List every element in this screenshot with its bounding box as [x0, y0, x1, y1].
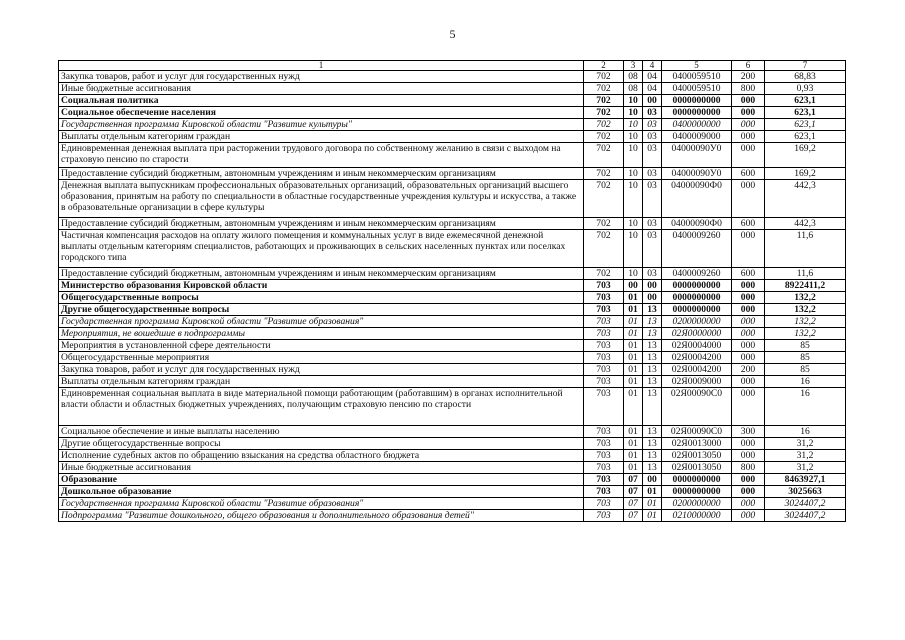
expense-type-cell: 300 [732, 426, 765, 438]
amount-cell: 442,3 [765, 218, 846, 230]
table-row [59, 292, 846, 304]
table-row [59, 438, 846, 450]
ministry-code-cell: 703 [584, 462, 624, 474]
item-name-cell: Выплаты отдельным категориям граждан [59, 131, 584, 143]
amount-cell: 132,2 [765, 292, 846, 304]
expense-type-cell: 000 [732, 230, 765, 268]
section-code-cell: 07 [624, 498, 643, 510]
item-name-cell: Предоставление субсидий бюджетным, автономным учреждениям и иным некоммерческим организациям [59, 168, 584, 180]
table-row [59, 510, 846, 522]
target-article-cell: 0000000000 [662, 292, 732, 304]
table-row [59, 450, 846, 462]
subsection-code-cell: 04 [643, 83, 662, 95]
item-name-cell: Иные бюджетные ассигнования [59, 83, 584, 95]
subsection-code-cell: 01 [643, 486, 662, 498]
subsection-code-cell: 03 [643, 268, 662, 280]
header-cell: 3 [624, 61, 643, 71]
expense-type-cell: 200 [732, 364, 765, 376]
ministry-code-cell: 702 [584, 218, 624, 230]
section-code-cell: 10 [624, 218, 643, 230]
table-row [59, 474, 846, 486]
item-name-cell: Закупка товаров, работ и услуг для государственных нужд [59, 364, 584, 376]
expense-type-cell: 000 [732, 280, 765, 292]
ministry-code-cell: 702 [584, 95, 624, 107]
item-name-cell: Образование [59, 474, 584, 486]
table-row [59, 180, 846, 218]
subsection-code-cell: 03 [643, 218, 662, 230]
subsection-code-cell: 03 [643, 119, 662, 131]
subsection-code-cell: 03 [643, 131, 662, 143]
ministry-code-cell: 703 [584, 426, 624, 438]
amount-cell: 8922411,2 [765, 280, 846, 292]
subsection-code-cell: 00 [643, 474, 662, 486]
ministry-code-cell: 703 [584, 474, 624, 486]
section-code-cell: 08 [624, 83, 643, 95]
expense-type-cell: 000 [732, 474, 765, 486]
table-row [59, 462, 846, 474]
ministry-code-cell: 703 [584, 292, 624, 304]
ministry-code-cell: 703 [584, 486, 624, 498]
section-code-cell: 01 [624, 426, 643, 438]
expense-type-cell: 000 [732, 486, 765, 498]
amount-cell: 85 [765, 340, 846, 352]
item-name-cell: Социальная политика [59, 95, 584, 107]
subsection-code-cell: 01 [643, 498, 662, 510]
ministry-code-cell: 703 [584, 316, 624, 328]
section-code-cell: 01 [624, 388, 643, 426]
ministry-code-cell: 702 [584, 131, 624, 143]
subsection-code-cell: 00 [643, 95, 662, 107]
amount-cell: 31,2 [765, 462, 846, 474]
item-name-cell: Выплаты отдельным категориям граждан [59, 376, 584, 388]
target-article-cell: 0000000000 [662, 107, 732, 119]
table-row [59, 95, 846, 107]
expense-type-cell: 000 [732, 304, 765, 316]
section-code-cell: 01 [624, 364, 643, 376]
amount-cell: 169,2 [765, 168, 846, 180]
expense-type-cell: 000 [732, 450, 765, 462]
subsection-code-cell: 13 [643, 426, 662, 438]
subsection-code-cell: 00 [643, 292, 662, 304]
ministry-code-cell: 703 [584, 388, 624, 426]
amount-cell: 132,2 [765, 316, 846, 328]
item-name-cell: Другие общегосударственные вопросы [59, 304, 584, 316]
item-name-cell: Мероприятия в установленной сфере деятельности [59, 340, 584, 352]
table-row [59, 168, 846, 180]
expense-type-cell: 000 [732, 328, 765, 340]
table-row [59, 486, 846, 498]
item-name-cell: Государственная программа Кировской области "Развитие образования" [59, 498, 584, 510]
header-cell: 5 [662, 61, 732, 71]
table-row [59, 426, 846, 438]
header-cell: 2 [584, 61, 624, 71]
expense-type-cell: 600 [732, 268, 765, 280]
item-name-cell: Предоставление субсидий бюджетным, автономным учреждениям и иным некоммерческим организациям [59, 218, 584, 230]
expense-type-cell: 000 [732, 388, 765, 426]
table-row [59, 131, 846, 143]
subsection-code-cell: 13 [643, 304, 662, 316]
ministry-code-cell: 702 [584, 107, 624, 119]
item-name-cell: Исполнение судебных актов по обращению взыскания на средства областного бюджета [59, 450, 584, 462]
section-code-cell: 01 [624, 292, 643, 304]
subsection-code-cell: 03 [643, 168, 662, 180]
ministry-code-cell: 703 [584, 328, 624, 340]
item-name-cell: Иные бюджетные ассигнования [59, 462, 584, 474]
subsection-code-cell: 03 [643, 107, 662, 119]
subsection-code-cell: 00 [643, 280, 662, 292]
header-cell: 1 [59, 61, 584, 71]
amount-cell: 16 [765, 388, 846, 426]
section-code-cell: 01 [624, 328, 643, 340]
table-row [59, 107, 846, 119]
section-code-cell: 00 [624, 280, 643, 292]
subsection-code-cell: 03 [643, 180, 662, 218]
expense-type-cell: 000 [732, 316, 765, 328]
target-article-cell: 0000000000 [662, 474, 732, 486]
item-name-cell: Общегосударственные мероприятия [59, 352, 584, 364]
ministry-code-cell: 702 [584, 230, 624, 268]
amount-cell: 623,1 [765, 95, 846, 107]
item-name-cell: Министерство образования Кировской области [59, 280, 584, 292]
section-code-cell: 08 [624, 71, 643, 83]
target-article-cell: 02Я0000000 [662, 328, 732, 340]
amount-cell: 8463927,1 [765, 474, 846, 486]
amount-cell: 85 [765, 364, 846, 376]
section-code-cell: 01 [624, 316, 643, 328]
item-name-cell: Предоставление субсидий бюджетным, автономным учреждениям и иным некоммерческим организациям [59, 268, 584, 280]
amount-cell: 442,3 [765, 180, 846, 218]
table-header-row [59, 61, 846, 71]
section-code-cell: 01 [624, 304, 643, 316]
amount-cell: 623,1 [765, 119, 846, 131]
target-article-cell: 04000090Ф0 [662, 180, 732, 218]
subsection-code-cell: 03 [643, 230, 662, 268]
item-name-cell: Подпрограмма "Развитие дошкольного, общего образования и дополнительного образования детей" [59, 510, 584, 522]
amount-cell: 623,1 [765, 107, 846, 119]
section-code-cell: 07 [624, 474, 643, 486]
section-code-cell: 01 [624, 462, 643, 474]
target-article-cell: 02Я0004000 [662, 340, 732, 352]
ministry-code-cell: 702 [584, 71, 624, 83]
table-row [59, 498, 846, 510]
target-article-cell: 0200000000 [662, 316, 732, 328]
table-row [59, 71, 846, 83]
section-code-cell: 01 [624, 438, 643, 450]
item-name-cell: Общегосударственные вопросы [59, 292, 584, 304]
ministry-code-cell: 702 [584, 168, 624, 180]
budget-table [58, 60, 846, 522]
amount-cell: 11,6 [765, 268, 846, 280]
section-code-cell: 10 [624, 131, 643, 143]
ministry-code-cell: 702 [584, 143, 624, 168]
target-article-cell: 02Я00090С0 [662, 388, 732, 426]
amount-cell: 132,2 [765, 328, 846, 340]
target-article-cell: 02Я00090С0 [662, 426, 732, 438]
table-row [59, 376, 846, 388]
expense-type-cell: 800 [732, 462, 765, 474]
item-name-cell: Государственная программа Кировской области "Развитие культуры" [59, 119, 584, 131]
target-article-cell: 0400059510 [662, 71, 732, 83]
subsection-code-cell: 13 [643, 376, 662, 388]
expense-type-cell: 000 [732, 292, 765, 304]
expense-type-cell: 000 [732, 510, 765, 522]
item-name-cell: Социальное обеспечение и иные выплаты населению [59, 426, 584, 438]
expense-type-cell: 000 [732, 107, 765, 119]
section-code-cell: 10 [624, 180, 643, 218]
section-code-cell: 10 [624, 268, 643, 280]
section-code-cell: 01 [624, 450, 643, 462]
target-article-cell: 0400059510 [662, 83, 732, 95]
ministry-code-cell: 703 [584, 438, 624, 450]
amount-cell: 68,83 [765, 71, 846, 83]
header-cell: 4 [643, 61, 662, 71]
ministry-code-cell: 703 [584, 280, 624, 292]
item-name-cell: Единовременная денежная выплата при расторжении трудового договора по собственному желанию в связи с выходом на страховую пенсию по старости [59, 143, 584, 168]
table-row [59, 280, 846, 292]
section-code-cell: 07 [624, 486, 643, 498]
amount-cell: 623,1 [765, 131, 846, 143]
ministry-code-cell: 702 [584, 83, 624, 95]
subsection-code-cell: 03 [643, 143, 662, 168]
expense-type-cell: 000 [732, 131, 765, 143]
table-row [59, 388, 846, 426]
table-row [59, 352, 846, 364]
ministry-code-cell: 703 [584, 352, 624, 364]
header-cell: 7 [765, 61, 846, 71]
amount-cell: 3024407,2 [765, 510, 846, 522]
amount-cell: 132,2 [765, 304, 846, 316]
item-name-cell: Другие общегосударственные вопросы [59, 438, 584, 450]
table-row [59, 143, 846, 168]
expense-type-cell: 000 [732, 180, 765, 218]
target-article-cell: 02Я0013000 [662, 438, 732, 450]
subsection-code-cell: 13 [643, 462, 662, 474]
target-article-cell: 04000090Ф0 [662, 218, 732, 230]
ministry-code-cell: 702 [584, 180, 624, 218]
target-article-cell: 0200000000 [662, 498, 732, 510]
subsection-code-cell: 13 [643, 364, 662, 376]
amount-cell: 31,2 [765, 450, 846, 462]
section-code-cell: 01 [624, 352, 643, 364]
subsection-code-cell: 13 [643, 352, 662, 364]
item-name-cell: Государственная программа Кировской области "Развитие образования" [59, 316, 584, 328]
target-article-cell: 04000090У0 [662, 168, 732, 180]
expense-type-cell: 000 [732, 143, 765, 168]
expense-type-cell: 600 [732, 218, 765, 230]
item-name-cell: Дошкольное образование [59, 486, 584, 498]
item-name-cell: Социальное обеспечение населения [59, 107, 584, 119]
target-article-cell: 0000000000 [662, 280, 732, 292]
ministry-code-cell: 703 [584, 498, 624, 510]
section-code-cell: 10 [624, 95, 643, 107]
target-article-cell: 0400009000 [662, 131, 732, 143]
ministry-code-cell: 703 [584, 510, 624, 522]
target-article-cell: 0210000000 [662, 510, 732, 522]
expense-type-cell: 000 [732, 340, 765, 352]
ministry-code-cell: 702 [584, 268, 624, 280]
ministry-code-cell: 703 [584, 364, 624, 376]
target-article-cell: 0000000000 [662, 486, 732, 498]
target-article-cell: 02Я0013050 [662, 462, 732, 474]
target-article-cell: 02Я0004200 [662, 364, 732, 376]
expense-type-cell: 000 [732, 438, 765, 450]
section-code-cell: 07 [624, 510, 643, 522]
ministry-code-cell: 703 [584, 376, 624, 388]
table-row [59, 328, 846, 340]
table-row [59, 230, 846, 268]
ministry-code-cell: 703 [584, 340, 624, 352]
amount-cell: 16 [765, 376, 846, 388]
expense-type-cell: 200 [732, 71, 765, 83]
ministry-code-cell: 703 [584, 450, 624, 462]
target-article-cell: 0000000000 [662, 304, 732, 316]
expense-type-cell: 000 [732, 498, 765, 510]
amount-cell: 3025663 [765, 486, 846, 498]
target-article-cell: 02Я0004200 [662, 352, 732, 364]
target-article-cell: 04000090У0 [662, 143, 732, 168]
subsection-code-cell: 13 [643, 340, 662, 352]
table-row [59, 340, 846, 352]
amount-cell: 169,2 [765, 143, 846, 168]
subsection-code-cell: 13 [643, 450, 662, 462]
subsection-code-cell: 01 [643, 510, 662, 522]
expense-type-cell: 000 [732, 95, 765, 107]
item-name-cell: Закупка товаров, работ и услуг для государственных нужд [59, 71, 584, 83]
target-article-cell: 0400009260 [662, 230, 732, 268]
ministry-code-cell: 703 [584, 304, 624, 316]
item-name-cell: Денежная выплата выпускникам профессиональных образовательных организаций, образовательных организаций высшего образования, принятым на работу по специальности в областные государственные учреждения культуры и искусства, а также в образовательные организации в сфере культуры [59, 180, 584, 218]
section-code-cell: 10 [624, 230, 643, 268]
subsection-code-cell: 13 [643, 328, 662, 340]
section-code-cell: 01 [624, 376, 643, 388]
target-article-cell: 02Я0009000 [662, 376, 732, 388]
section-code-cell: 01 [624, 340, 643, 352]
item-name-cell: Единовременная социальная выплата в виде материальной помощи работающим (работавшим) в органах исполнительной власти области и областных бюджетных учреждениях, получающим страховую пенсию по старости [59, 388, 584, 426]
subsection-code-cell: 13 [643, 388, 662, 426]
expense-type-cell: 800 [732, 83, 765, 95]
amount-cell: 0,93 [765, 83, 846, 95]
expense-type-cell: 000 [732, 352, 765, 364]
table-row [59, 316, 846, 328]
amount-cell: 31,2 [765, 438, 846, 450]
table-row [59, 83, 846, 95]
amount-cell: 16 [765, 426, 846, 438]
ministry-code-cell: 702 [584, 119, 624, 131]
target-article-cell: 0000000000 [662, 95, 732, 107]
amount-cell: 3024407,2 [765, 498, 846, 510]
table-row [59, 304, 846, 316]
subsection-code-cell: 04 [643, 71, 662, 83]
expense-type-cell: 000 [732, 376, 765, 388]
target-article-cell: 0400000000 [662, 119, 732, 131]
table-row [59, 119, 846, 131]
target-article-cell: 02Я0013050 [662, 450, 732, 462]
section-code-cell: 10 [624, 168, 643, 180]
table-row [59, 364, 846, 376]
table-row [59, 218, 846, 230]
target-article-cell: 0400009260 [662, 268, 732, 280]
subsection-code-cell: 13 [643, 438, 662, 450]
header-cell: 6 [732, 61, 765, 71]
expense-type-cell: 600 [732, 168, 765, 180]
section-code-cell: 10 [624, 119, 643, 131]
amount-cell: 11,6 [765, 230, 846, 268]
expense-type-cell: 000 [732, 119, 765, 131]
item-name-cell: Мероприятия, не вошедшие в подпрограммы [59, 328, 584, 340]
section-code-cell: 10 [624, 107, 643, 119]
amount-cell: 85 [765, 352, 846, 364]
table-row [59, 268, 846, 280]
item-name-cell: Частичная компенсация расходов на оплату жилого помещения и коммунальных услуг в виде ежемесячной денежной выплаты отдельным категориям специалистов, работающих и проживающих в сельских населенных пунктах или поселках городского типа [59, 230, 584, 268]
page-number: 5 [449, 27, 456, 41]
subsection-code-cell: 13 [643, 316, 662, 328]
section-code-cell: 10 [624, 143, 643, 168]
